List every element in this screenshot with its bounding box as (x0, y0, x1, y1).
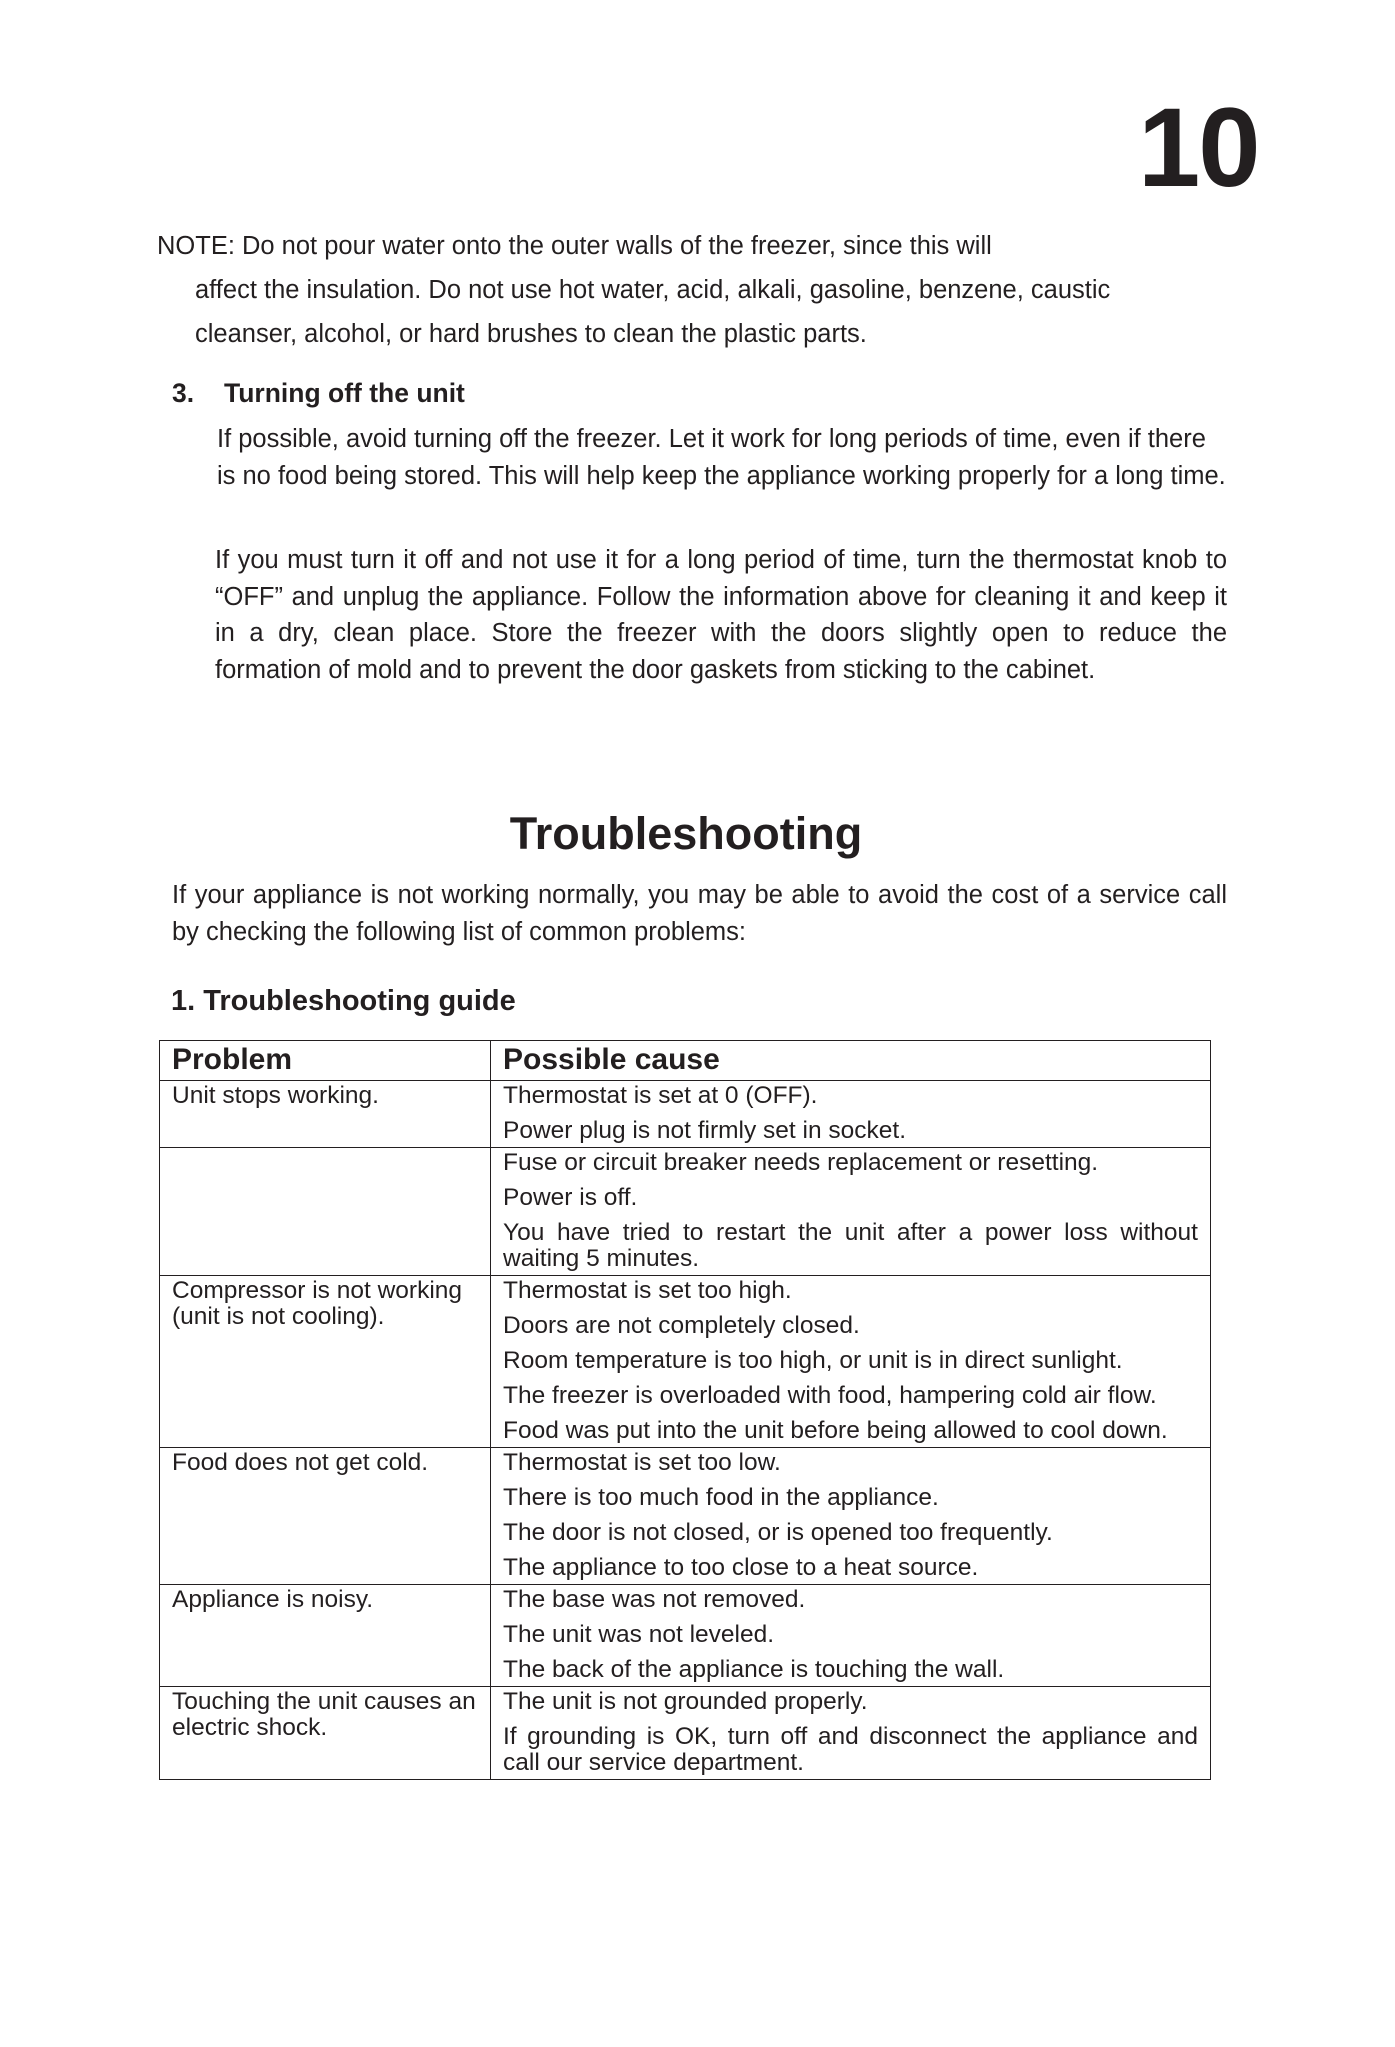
table-row (160, 1448, 1211, 1585)
cause-item: Thermostat is set too high. (503, 1277, 792, 1304)
problem-cell (160, 1148, 491, 1276)
cause-item: If grounding is OK, turn off and disconnect the appliance and call our service department. (503, 1723, 1198, 1776)
problem-cell: Touching the unit causes an electric shock. (160, 1687, 491, 1780)
cause-item: The door is not closed, or is opened too frequently. (503, 1519, 1053, 1546)
section-3-heading (172, 378, 465, 409)
table-row (160, 1585, 1211, 1687)
cause-item: Power plug is not firmly set in socket. (503, 1117, 907, 1144)
troubleshooting-title: Troubleshooting (509, 808, 863, 859)
cause-item: Food was put into the unit before being allowed to cool down. (503, 1417, 1168, 1444)
table-row (160, 1687, 1211, 1780)
cause-item: Room temperature is too high, or unit is in direct sunlight. (503, 1347, 1123, 1374)
problem-column-header: Problem (160, 1041, 491, 1081)
troubleshooting-table (159, 1040, 1211, 1780)
cause-item: Doors are not completely closed. (503, 1312, 860, 1339)
troubleshooting-intro: If your appliance is not working normally, you may be able to avoid the cost of a service call by checking the following list of common problems: (172, 881, 1227, 946)
note-continuation: affect the insulation. Do not use hot water, acid, alkali, gasoline, benzene, caustic cleanser, alcohol, or hard brushes to clean the plastic parts. (195, 276, 1111, 348)
table-row (160, 1148, 1211, 1276)
section-3-paragraph-1: If possible, avoid turning off the freezer. Let it work for long periods of time, even if there is no food being stored. This will help keep the appliance working properly for a long time. (217, 425, 1226, 490)
table-row (160, 1276, 1211, 1448)
problem-cell: Unit stops working. (160, 1081, 491, 1148)
cause-item: Fuse or circuit breaker needs replacement or resetting. (503, 1149, 1099, 1176)
table-header-row (160, 1041, 1211, 1081)
cause-item: There is too much food in the appliance. (503, 1484, 939, 1511)
causes-cell (491, 1585, 1211, 1687)
cause-item: Thermostat is set too low. (503, 1449, 781, 1476)
section-3-number: 3. (172, 378, 195, 408)
cleaning-note (157, 224, 1177, 356)
causes-cell (491, 1687, 1211, 1780)
causes-cell (491, 1148, 1211, 1276)
cause-item: Power is off. (503, 1184, 638, 1211)
causes-cell (491, 1448, 1211, 1585)
cause-item: The base was not removed. (503, 1586, 806, 1613)
causes-cell (491, 1276, 1211, 1448)
troubleshooting-guide-heading: 1. Troubleshooting guide (171, 985, 516, 1017)
problem-cell: Appliance is noisy. (160, 1585, 491, 1687)
section-3-paragraph-2: If you must turn it off and not use it for a long period of time, turn the thermostat knob to “OFF” and unplug the appliance. Follow the information above for cleaning it and keep it in a dry, clean place. Store the freezer with the doors slightly open to reduce the formation of mold and to prevent the door gaskets from sticking to the cabinet. (215, 546, 1227, 684)
cause-column-header: Possible cause (491, 1041, 1211, 1081)
table-row (160, 1081, 1211, 1148)
cause-item: The freezer is overloaded with food, hampering cold air flow. (503, 1382, 1157, 1409)
cause-item: The unit was not leveled. (503, 1621, 775, 1648)
note-line-1: NOTE: Do not pour water onto the outer walls of the freezer, since this will (157, 232, 992, 260)
page-number: 10 (1138, 85, 1259, 210)
cause-item: Thermostat is set at 0 (OFF). (503, 1082, 818, 1109)
problem-cell: Compressor is not working (unit is not cooling). (160, 1276, 491, 1448)
cause-item: The unit is not grounded properly. (503, 1688, 868, 1715)
section-3-title: Turning off the unit (224, 378, 465, 408)
cause-item: The back of the appliance is touching the wall. (503, 1656, 1005, 1683)
cause-item: You have tried to restart the unit after a power loss without waiting 5 minutes. (503, 1219, 1198, 1272)
problem-cell: Food does not get cold. (160, 1448, 491, 1585)
cause-item: The appliance to too close to a heat source. (503, 1554, 979, 1581)
causes-cell (491, 1081, 1211, 1148)
